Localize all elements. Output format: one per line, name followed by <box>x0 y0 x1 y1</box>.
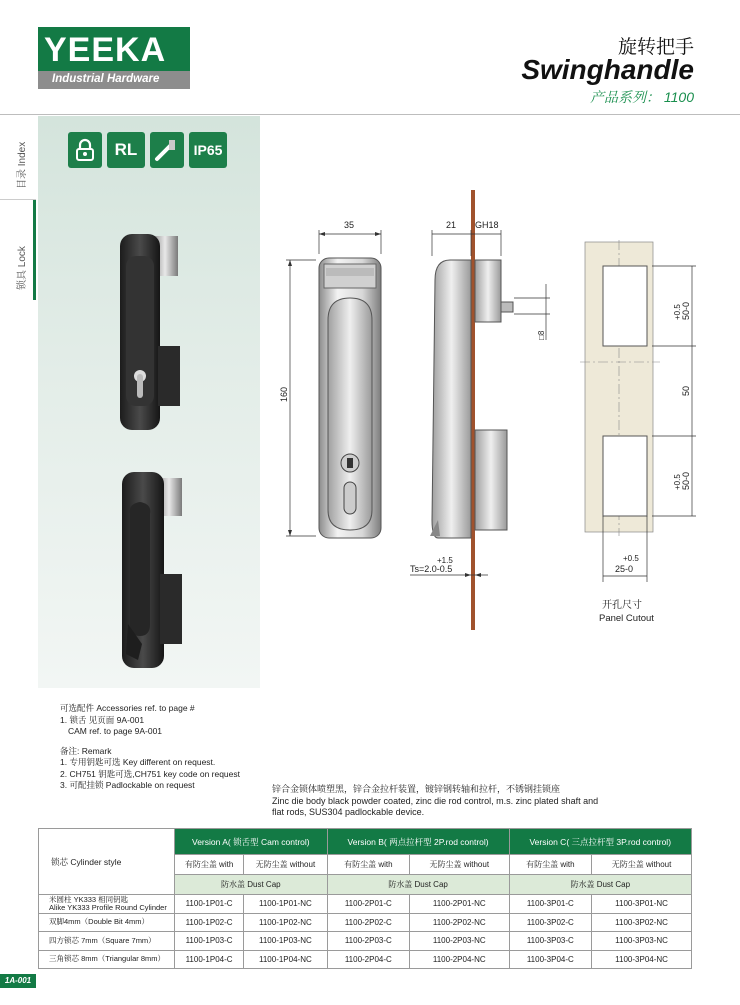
series-label: 产品系列： 1100 <box>590 89 694 105</box>
page-title: Swinghandle <box>521 54 694 85</box>
part-number: 1100-3P03-C <box>509 932 592 951</box>
accessory-item: 1. 锁舌 见页面 9A-001 <box>60 714 145 725</box>
logo-tagline: Industrial Hardware <box>52 73 160 85</box>
badge-ip65: IP65 <box>189 132 227 168</box>
logo-tagline-bar <box>38 71 190 89</box>
part-number: 1100-3P01-NC <box>592 895 692 914</box>
cylinder-style-header: 锁芯 Cylinder style <box>39 829 175 895</box>
dust-cap-header: 防水盖 Dust Cap <box>327 875 509 895</box>
feature-badges <box>68 132 227 168</box>
dim-height: 160 <box>279 386 289 402</box>
dim-21: 21 <box>446 220 457 230</box>
logo-wordmark: YEEKA <box>44 31 167 69</box>
tab-lock[interactable] <box>0 200 36 300</box>
part-number: 1100-2P01-C <box>327 895 409 914</box>
part-number: 1100-2P03-NC <box>410 932 510 951</box>
cut-width: 25-0 <box>615 564 634 574</box>
brand-logo <box>38 27 190 89</box>
remark-item: 2. CH751 钥匙可选,CH751 key code on request <box>60 768 241 779</box>
description-en-2: flat rods, SUS304 padlockable device. <box>272 807 425 817</box>
without-cap-header: 无防尘盖 without <box>410 855 510 875</box>
technical-drawing <box>260 180 720 640</box>
cut-bot-tol: +0.5 <box>673 474 682 490</box>
row-label: 双脚4mm（Double Bit 4mm） <box>39 913 175 932</box>
with-cap-header: 有防尘盖 with <box>175 855 244 875</box>
without-cap-header: 无防尘盖 without <box>592 855 692 875</box>
page-number: 1A-001 <box>0 974 36 988</box>
tab-index-cn: 目录 <box>17 169 28 189</box>
part-number: 1100-1P03-C <box>175 932 244 951</box>
handle-icon <box>150 132 184 168</box>
part-number: 1100-3P03-NC <box>592 932 692 951</box>
version-b-header: Version B( 两点拉杆型 2P.rod control) <box>327 829 509 855</box>
part-number: 1100-3P02-NC <box>592 913 692 932</box>
dust-cap-header: 防水盖 Dust Cap <box>175 875 328 895</box>
table-row <box>39 895 692 914</box>
part-number: 1100-2P02-NC <box>410 913 510 932</box>
dust-cap-header: 防水盖 Dust Cap <box>509 875 691 895</box>
ordering-table <box>38 828 692 969</box>
part-number: 1100-3P04-NC <box>592 950 692 969</box>
accessory-item-en: CAM ref. to page 9A-001 <box>68 726 163 736</box>
part-number: 1100-2P03-C <box>327 932 409 951</box>
row-label: 四方锁芯 7mm（Square 7mm） <box>39 932 175 951</box>
part-number: 1100-1P02-C <box>175 913 244 932</box>
row-label: 米圆柱 YK333 相同钥匙 Alike YK333 Profile Round Cylinder <box>39 895 175 914</box>
part-number: 1100-1P04-NC <box>244 950 328 969</box>
part-number: 1100-2P04-NC <box>410 950 510 969</box>
tab-lock-en: Lock <box>17 246 28 268</box>
panel-cutout <box>580 240 660 536</box>
ts-thickness: Ts=2.0-0.5 <box>410 564 453 574</box>
product-photo-closed <box>108 226 218 436</box>
part-number: 1100-2P02-C <box>327 913 409 932</box>
padlock-icon <box>68 132 102 168</box>
table-row <box>39 932 692 951</box>
material-description <box>272 784 652 819</box>
part-number: 1100-1P01-NC <box>244 895 328 914</box>
tab-index-en: Index <box>17 141 28 167</box>
part-number: 1100-1P01-C <box>175 895 244 914</box>
version-c-header: Version C( 三点拉杆型 3P.rod control) <box>509 829 691 855</box>
title-chinese: 旋转把手 <box>617 37 694 58</box>
part-number: 1100-3P01-C <box>509 895 592 914</box>
row-label: 三角锁芯 8mm（Triangular 8mm） <box>39 950 175 969</box>
product-photo-panel <box>38 116 260 688</box>
dim-width: 35 <box>344 220 355 230</box>
header-divider <box>0 114 740 115</box>
part-number: 1100-2P01-NC <box>410 895 510 914</box>
cutout-title-en: Panel Cutout <box>599 613 654 624</box>
ts-tolerance: +1.5 <box>437 556 453 565</box>
tab-lock-cn: 锁具 <box>17 270 28 290</box>
description-cn: 锌合金锁体喷塑黑，锌合金拉杆装置，镀锌钢转轴和拉杆，不锈钢挂锁座 <box>272 784 561 794</box>
remarks-block <box>60 703 260 792</box>
accessories-title: 可选配件 Accessories ref. to page # <box>60 703 195 713</box>
dim-gh18: GH18 <box>475 220 499 230</box>
table-row <box>39 950 692 969</box>
cut-width-tol: +0.5 <box>623 554 639 563</box>
remark-item: 3. 可配挂锁 Padlockable on request <box>60 780 195 790</box>
cutout-title-cn: 开孔尺寸 <box>602 600 642 611</box>
cut-mid: 50 <box>681 385 691 396</box>
cut-top: 50-0 <box>681 301 691 320</box>
with-cap-header: 有防尘盖 with <box>327 855 409 875</box>
badge-rl: RL <box>107 132 145 168</box>
cut-bot: 50-0 <box>681 471 691 490</box>
remark-title: 备注: Remark <box>60 745 112 756</box>
tab-index[interactable] <box>0 118 36 200</box>
side-tabs <box>0 118 36 300</box>
part-number: 1100-2P04-C <box>327 950 409 969</box>
front-view <box>319 258 381 538</box>
part-number: 1100-1P03-NC <box>244 932 328 951</box>
description-en-1: Zinc die body black powder coated, zinc die rod control, m.s. zinc plated shaft and <box>272 795 599 806</box>
part-number: 1100-3P02-C <box>509 913 592 932</box>
without-cap-header: 无防尘盖 without <box>244 855 328 875</box>
product-photo-open <box>108 464 218 674</box>
part-number: 1100-1P04-C <box>175 950 244 969</box>
cut-top-tol: +0.5 <box>673 304 682 320</box>
version-a-header: Version A( 锁舌型 Cam control) <box>175 829 328 855</box>
dim-square: □8 <box>537 330 546 340</box>
part-number: 1100-3P04-C <box>509 950 592 969</box>
table-row <box>39 913 692 932</box>
with-cap-header: 有防尘盖 with <box>509 855 592 875</box>
part-number: 1100-1P02-NC <box>244 913 328 932</box>
remark-item: 1. 专用钥匙可选 Key different on request. <box>60 757 216 767</box>
